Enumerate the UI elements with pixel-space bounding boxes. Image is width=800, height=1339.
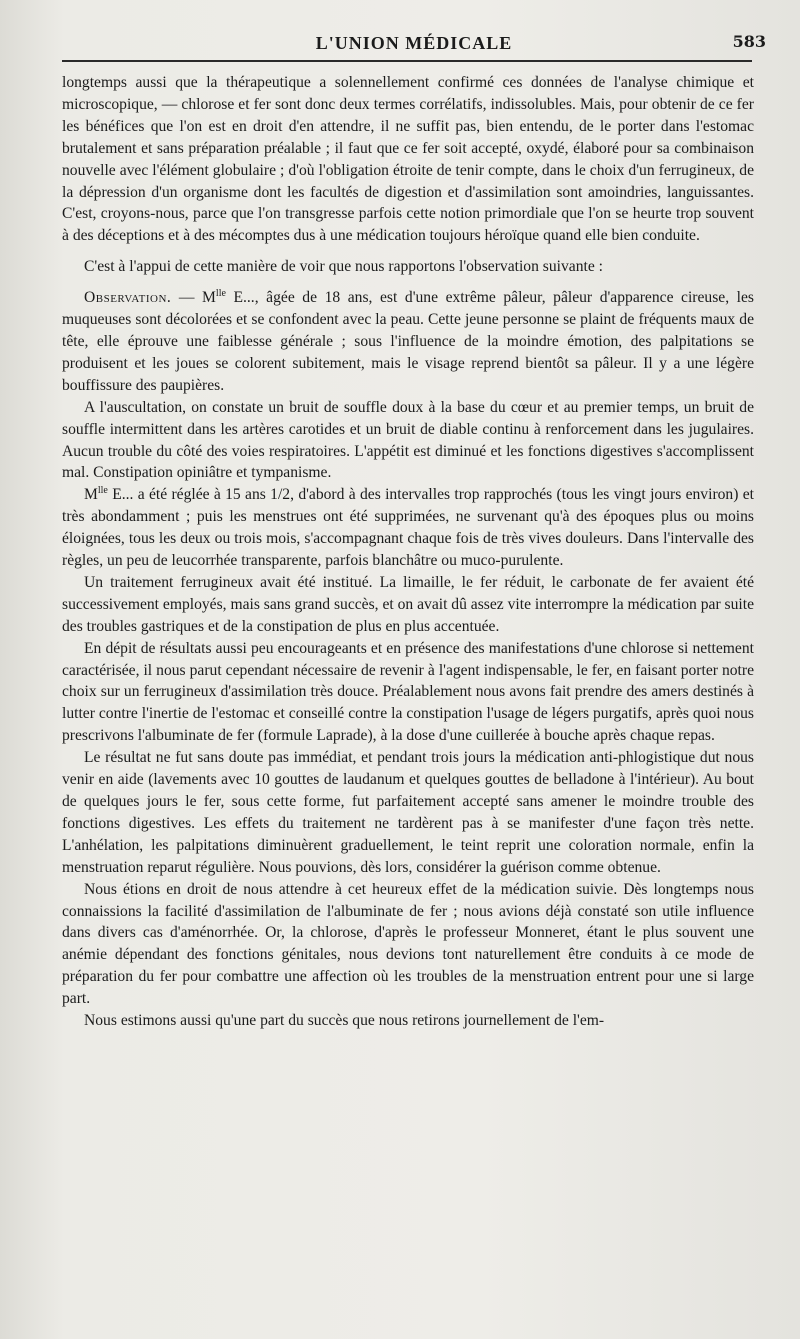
journal-title: L'UNION MÉDICALE bbox=[315, 32, 513, 53]
observation-dash: — bbox=[171, 289, 203, 307]
paragraph: longtemps aussi que la thérapeutique a solennellement confirmé ces données de l'analyse chimique et microscopique, — chlorose et fer sont donc deux termes corrélatifs, indissolubles. Mais, pour obtenir de ce fer les bénéfices que l'on est en droit d'en attendre, il ne suffit pas, bien entendu, de le porter dans l'estomac brutalement et sans préparation préalable ; il faut que ce fer soit accepté, oxydé, élaboré pour sa combinaison nouvelle avec l'élément globulaire ; d'où l'obligation étroite de tenir compte, dans le choix d'un ferrugineux, de la dépression d'un organisme dont les facultés de digestion et d'assimilation sont amoindries, languissantes. C'est, croyons-nous, parce que l'on transgresse parfois cette notion primordiale que l'on se heurte trop souvent à des déceptions et à des mécomptes dus à une médication toujours héroïque quand elle bien conduite. bbox=[62, 74, 754, 245]
header-rule bbox=[62, 60, 752, 62]
observation-text: E..., âgée de 18 ans, est d'une extrême pâleur, pâleur d'apparence cireuse, les muqueuses sont décolorées et se confondent avec la peau. Cette jeune personne se plaint de fréquents maux de tête, elle éprouve une faiblesse générale ; sous l'influence de la moindre émotion, des palpitations se produisent et les joues se colorent subitement, mais le visage reprend bientôt sa pâleur. Il y a une légère bouffissure des paupières. bbox=[62, 289, 754, 394]
paragraph: Le résultat ne fut sans doute pas immédiat, et pendant trois jours la médication anti-phlogistique dut nous venir en aide (lavements avec 10 gouttes de laudanum et quelques gouttes de belladone à l'intérieur). Au bout de quelques jours le fer, sous cette forme, fut parfaitement accepté sans amener le moindre trouble des fonctions digestives. Les effets du traitement ne tardèrent pas à se manifester d'une façon très nette. L'anhélation, les palpitations diminuèrent graduellement, le teint reprit une coloration normale, enfin la menstruation reparut régulière. Nous pouvions, dès lors, considérer la guérison comme obtenue. bbox=[62, 749, 754, 876]
paragraph-text: E... a été réglée à 15 ans 1/2, d'abord à des intervalles trop rapprochés (tous les vingt jours environ) et très abondamment ; puis les menstrues ont été supprimées, ne survenant qu'à des époques plus ou moins éloignées, tous les deux ou trois mois, s'accompagnant chaque fois de très vives douleurs. Dans l'intervalle des règles, un peu de leucorrhée transparente, parfois blanchâtre ou muco-purulente. bbox=[62, 486, 754, 570]
patient-title: M bbox=[202, 289, 216, 307]
body-text bbox=[62, 72, 754, 1032]
paragraph: En dépit de résultats aussi peu encourageants et en présence des manifestations d'une chlorose si nettement caractérisée, il nous parut cependant nécessaire de revenir à l'agent indispensable, le fer, en faisant porter notre choix sur un ferrugineux d'assimilation très douce. Préalablement nous avons fait prendre des amers destinés à lutter contre l'inertie de l'estomac et conseillé contre la constipation l'usage de légers purgatifs, après quoi nous prescrivons l'albuminate de fer (formule Laprade), à la dose d'une cuillerée à bouche après chaque repas. bbox=[62, 639, 754, 745]
running-header bbox=[62, 28, 766, 58]
paragraph: A l'auscultation, on constate un bruit de souffle doux à la base du cœur et au premier temps, un bruit de souffle intermittent dans les artères carotides et un bruit de diable continu à renforcement dans les jugulaires. Aucun trouble du côté des voies respiratoires. L'appétit est diminué et les fonctions digestives s'accomplissent mal. Constipation opiniâtre et tympanisme. bbox=[62, 398, 754, 482]
page-number: 583 bbox=[732, 32, 766, 51]
paragraph: Un traitement ferrugineux avait été institué. La limaille, le fer réduit, le carbonate de fer avaient été successivement employés, mais sans grand succès, et on avait dû assez vite interrompre la médication par suite des troubles gastriques et de la constipation de plus en plus accentuée. bbox=[62, 573, 754, 635]
paragraph: C'est à l'appui de cette manière de voir que nous rapportons l'observation suivante : bbox=[84, 258, 603, 276]
observation-label: Observation. bbox=[84, 289, 172, 307]
paragraph: Nous estimons aussi qu'une part du succès que nous retirons journellement de l'em- bbox=[84, 1012, 605, 1030]
patient-title: M bbox=[84, 486, 98, 504]
patient-title-sup: lle bbox=[215, 287, 226, 299]
patient-title-sup: lle bbox=[97, 485, 108, 497]
paragraph: Nous étions en droit de nous attendre à cet heureux effet de la médication suivie. Dès longtemps nous connaissions la facilité d'assimilation de l'albuminate de fer ; nous avions déjà constaté son utile influence dans divers cas d'aménorrhée. Or, la chlorose, d'après le professeur Monneret, étant le plus souvent une anémie dépendant des fonctions génitales, nous devions tont naturellement être conduits à ce mode de préparation du fer pour combattre une affection où les troubles de la menstruation entrent pour une si large part. bbox=[62, 880, 754, 1008]
paragraph-menses bbox=[62, 484, 754, 572]
observation-paragraph bbox=[62, 287, 754, 397]
